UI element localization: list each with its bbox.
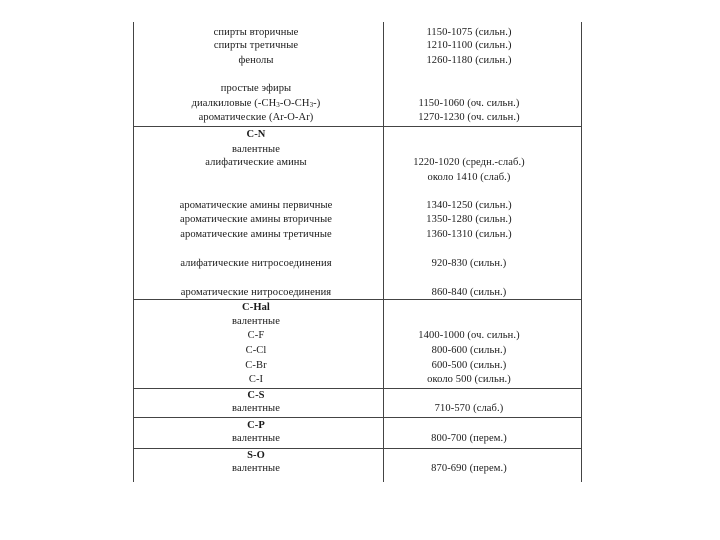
bond-type-label: спирты третичные [213, 40, 299, 51]
bond-type-label: C-F [247, 330, 265, 341]
table-border [581, 22, 582, 482]
bond-type-label: ароматические амины третичные [180, 229, 332, 240]
bond-type-label: спирты вторичные [213, 27, 299, 38]
bond-type-label: валентные [232, 433, 280, 444]
row-divider [133, 299, 582, 300]
wavenumber-range: 1210-1100 (сильн.) [426, 40, 512, 51]
section-heading: C-Hal [242, 302, 270, 313]
bond-type-label: ароматические (Ar-O-Ar) [198, 112, 314, 123]
row-divider [133, 126, 582, 127]
bond-type-label: ароматические нитросоединения [180, 287, 332, 298]
wavenumber-range: 1350-1280 (сильн.) [426, 214, 512, 225]
bond-type-label: валентные [232, 403, 280, 414]
wavenumber-range: 710-570 (слаб.) [434, 403, 504, 414]
wavenumber-range: 860-840 (сильн.) [431, 287, 507, 298]
bond-type-label: ароматические амины первичные [179, 200, 333, 211]
bond-type-label: ароматические амины вторичные [179, 214, 333, 225]
wavenumber-range: около 1410 (слаб.) [427, 172, 511, 183]
wavenumber-range: 800-600 (сильн.) [431, 345, 507, 356]
bond-type-label: фенолы [238, 55, 274, 66]
section-heading: C-S [247, 390, 265, 401]
bond-type-label: валентные [232, 316, 280, 327]
wavenumber-range: 800-700 (перем.) [431, 433, 507, 444]
wavenumber-range: 1270-1230 (оч. сильн.) [418, 112, 520, 123]
wavenumber-range: 1360-1310 (сильн.) [426, 229, 512, 240]
bond-type-label: C-I [248, 374, 264, 385]
wavenumber-range: 920-830 (сильн.) [431, 258, 507, 269]
bond-type-label: C-Br [245, 360, 267, 371]
row-divider [133, 388, 582, 389]
table-border [383, 22, 384, 482]
bond-type-label: валентные [232, 463, 280, 474]
section-heading: S-O [247, 450, 265, 461]
bond-type-label: простые эфиры [220, 83, 292, 94]
table-border [133, 22, 134, 482]
wavenumber-range: 1150-1060 (оч. сильн.) [418, 98, 520, 109]
bond-type-label: валентные [232, 144, 280, 155]
section-heading: C-N [246, 129, 266, 140]
wavenumber-range: 600-500 (сильн.) [431, 360, 507, 371]
wavenumber-range: 870-690 (перем.) [431, 463, 507, 474]
section-heading: C-P [247, 420, 265, 431]
wavenumber-range: 1150-1075 (сильн.) [426, 27, 512, 38]
bond-type-label: алифатические нитросоединения [180, 258, 332, 269]
wavenumber-range: 1340-1250 (сильн.) [426, 200, 512, 211]
bond-type-label: диалкиловые $(-CH_3-O-CH_3-)$ [191, 98, 321, 109]
wavenumber-range: около 500 (сильн.) [427, 374, 511, 385]
wavenumber-range: 1400-1000 (оч. сильн.) [418, 330, 520, 341]
wavenumber-range: 1220-1020 (средн.-слаб.) [413, 157, 525, 168]
bond-type-label: C-Cl [245, 345, 267, 356]
wavenumber-range: 1260-1180 (сильн.) [426, 55, 512, 66]
row-divider [133, 417, 582, 418]
bond-type-label: алифатические амины [205, 157, 307, 168]
row-divider [133, 448, 582, 449]
